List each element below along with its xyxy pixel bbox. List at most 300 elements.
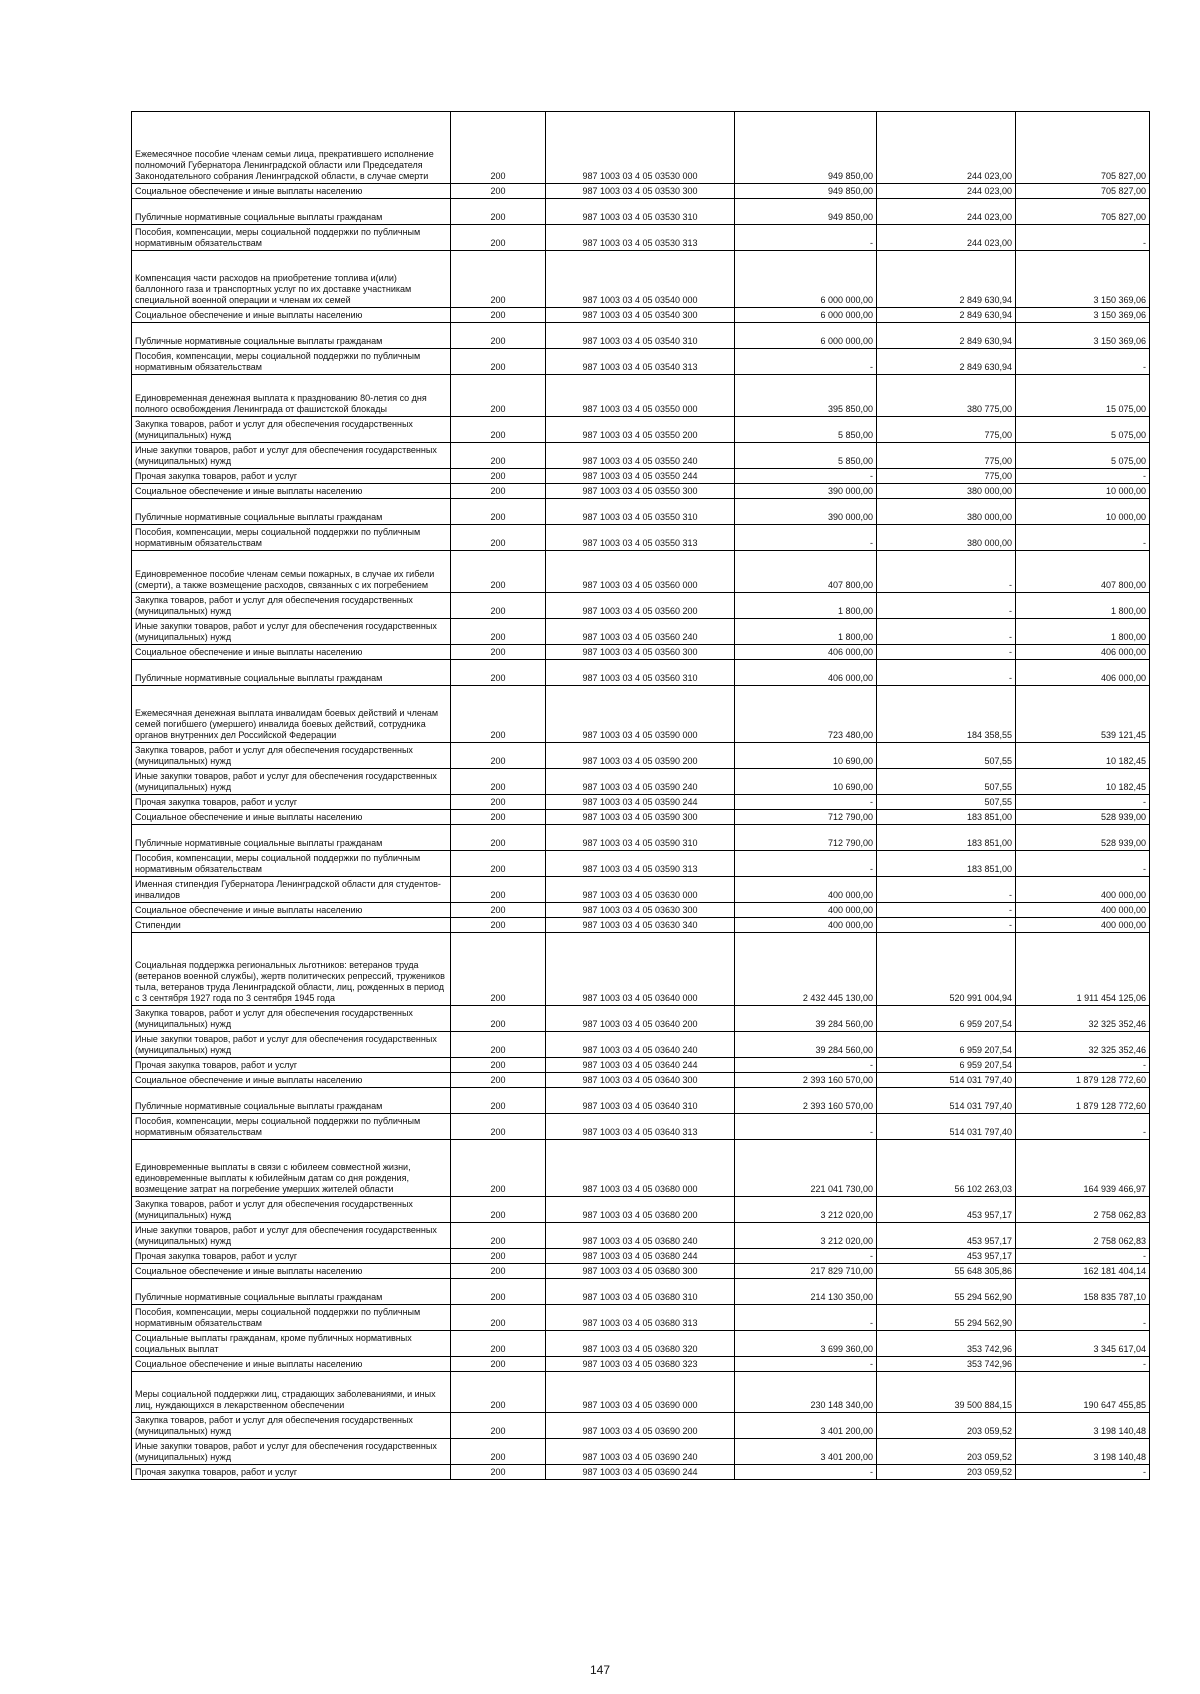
row-approved: 39 284 560,00 (735, 1032, 877, 1058)
row-code: 200 (451, 918, 546, 933)
table-row (132, 375, 1150, 417)
row-approved: 400 000,00 (735, 903, 877, 918)
row-name: Пособия, компенсации, меры социальной поддержки по публичным нормативным обязательствам (132, 349, 451, 375)
row-csr: 987 1003 03 4 05 03690 240 (546, 1439, 735, 1465)
row-code: 200 (451, 308, 546, 323)
row-code: 200 (451, 1058, 546, 1073)
table-row (132, 199, 1150, 225)
row-approved: - (735, 1114, 877, 1140)
row-executed: 244 023,00 (877, 199, 1016, 225)
table-row (132, 877, 1150, 903)
row-executed: 507,55 (877, 795, 1016, 810)
row-code: 200 (451, 1006, 546, 1032)
row-name: Именная стипендия Губернатора Ленинградской области для студентов-инвалидов (132, 877, 451, 903)
table-row (132, 918, 1150, 933)
row-executed: 203 059,52 (877, 1439, 1016, 1465)
row-executed: 2 849 630,94 (877, 323, 1016, 349)
row-executed: 184 358,55 (877, 686, 1016, 743)
row-name: Социальное обеспечение и иные выплаты населению (132, 645, 451, 660)
row-code: 200 (451, 375, 546, 417)
row-unexecuted: 407 800,00 (1016, 551, 1150, 593)
row-unexecuted: 158 835 787,10 (1016, 1279, 1150, 1305)
row-approved: 6 000 000,00 (735, 251, 877, 308)
table-row (132, 1279, 1150, 1305)
table-row (132, 469, 1150, 484)
row-name: Закупка товаров, работ и услуг для обеспечения государственных (муниципальных) нужд (132, 743, 451, 769)
row-approved: 406 000,00 (735, 660, 877, 686)
row-code: 200 (451, 1305, 546, 1331)
row-executed: 2 849 630,94 (877, 349, 1016, 375)
row-csr: 987 1003 03 4 05 03680 000 (546, 1140, 735, 1197)
row-csr: 987 1003 03 4 05 03640 240 (546, 1032, 735, 1058)
row-name: Стипендии (132, 918, 451, 933)
row-code: 200 (451, 323, 546, 349)
row-approved: 400 000,00 (735, 877, 877, 903)
row-code: 200 (451, 593, 546, 619)
table-row (132, 323, 1150, 349)
table-row (132, 499, 1150, 525)
row-code: 200 (451, 1331, 546, 1357)
row-approved: - (735, 851, 877, 877)
row-executed: 203 059,52 (877, 1413, 1016, 1439)
row-executed: 514 031 797,40 (877, 1073, 1016, 1088)
row-approved: 407 800,00 (735, 551, 877, 593)
row-approved: 390 000,00 (735, 484, 877, 499)
row-name: Компенсация части расходов на приобретение топлива и(или) баллонного газа и транспортных услуг по их доставке участникам специальной военной операции и членам их семей (132, 251, 451, 308)
table-body (132, 112, 1150, 1480)
row-name: Иные закупки товаров, работ и услуг для обеспечения государственных (муниципальных) нужд (132, 443, 451, 469)
row-code: 200 (451, 551, 546, 593)
row-code: 200 (451, 769, 546, 795)
row-code: 200 (451, 743, 546, 769)
row-code: 200 (451, 686, 546, 743)
row-approved: - (735, 469, 877, 484)
row-unexecuted: 3 198 140,48 (1016, 1439, 1150, 1465)
table-row (132, 660, 1150, 686)
row-csr: 987 1003 03 4 05 03560 000 (546, 551, 735, 593)
row-unexecuted: - (1016, 225, 1150, 251)
row-approved: 39 284 560,00 (735, 1006, 877, 1032)
table-row (132, 349, 1150, 375)
row-unexecuted: 2 758 062,83 (1016, 1223, 1150, 1249)
row-name: Социальное обеспечение и иные выплаты населению (132, 903, 451, 918)
row-csr: 987 1003 03 4 05 03560 310 (546, 660, 735, 686)
row-csr: 987 1003 03 4 05 03590 200 (546, 743, 735, 769)
table-row (132, 1073, 1150, 1088)
row-unexecuted: 705 827,00 (1016, 184, 1150, 199)
row-approved: - (735, 1305, 877, 1331)
row-csr: 987 1003 03 4 05 03540 313 (546, 349, 735, 375)
table-row (132, 1249, 1150, 1264)
table-row (132, 112, 1150, 184)
table-row (132, 1264, 1150, 1279)
row-csr: 987 1003 03 4 05 03550 200 (546, 417, 735, 443)
row-unexecuted: - (1016, 469, 1150, 484)
row-csr: 987 1003 03 4 05 03680 323 (546, 1357, 735, 1372)
row-approved: - (735, 1465, 877, 1480)
row-unexecuted: 1 911 454 125,06 (1016, 933, 1150, 1006)
row-executed: 353 742,96 (877, 1331, 1016, 1357)
table-row (132, 1032, 1150, 1058)
table-row (132, 417, 1150, 443)
row-code: 200 (451, 877, 546, 903)
row-code: 200 (451, 525, 546, 551)
row-unexecuted: 5 075,00 (1016, 443, 1150, 469)
row-executed: 507,55 (877, 769, 1016, 795)
row-code: 200 (451, 443, 546, 469)
row-executed: 380 775,00 (877, 375, 1016, 417)
row-code: 200 (451, 469, 546, 484)
row-approved: 1 800,00 (735, 619, 877, 645)
table-row (132, 593, 1150, 619)
row-csr: 987 1003 03 4 05 03630 300 (546, 903, 735, 918)
row-unexecuted: 406 000,00 (1016, 660, 1150, 686)
row-executed: - (877, 660, 1016, 686)
table-row (132, 1413, 1150, 1439)
row-unexecuted: 2 758 062,83 (1016, 1197, 1150, 1223)
row-csr: 987 1003 03 4 05 03560 240 (546, 619, 735, 645)
row-unexecuted: 190 647 455,85 (1016, 1372, 1150, 1413)
row-unexecuted: 10 182,45 (1016, 769, 1150, 795)
row-name: Закупка товаров, работ и услуг для обеспечения государственных (муниципальных) нужд (132, 1197, 451, 1223)
row-csr: 987 1003 03 4 05 03530 310 (546, 199, 735, 225)
row-executed: 55 294 562,90 (877, 1305, 1016, 1331)
table-row (132, 225, 1150, 251)
row-name: Пособия, компенсации, меры социальной поддержки по публичным нормативным обязательствам (132, 851, 451, 877)
row-approved: 2 393 160 570,00 (735, 1088, 877, 1114)
row-name: Прочая закупка товаров, работ и услуг (132, 1058, 451, 1073)
table-row (132, 686, 1150, 743)
row-unexecuted: 10 182,45 (1016, 743, 1150, 769)
row-name: Публичные нормативные социальные выплаты гражданам (132, 1279, 451, 1305)
row-unexecuted: - (1016, 795, 1150, 810)
row-unexecuted: 32 325 352,46 (1016, 1032, 1150, 1058)
row-approved: - (735, 1249, 877, 1264)
row-code: 200 (451, 619, 546, 645)
row-name: Прочая закупка товаров, работ и услуг (132, 795, 451, 810)
row-executed: 380 000,00 (877, 525, 1016, 551)
row-approved: - (735, 525, 877, 551)
row-executed: 244 023,00 (877, 225, 1016, 251)
row-code: 200 (451, 484, 546, 499)
row-csr: 987 1003 03 4 05 03540 310 (546, 323, 735, 349)
row-name: Социальное обеспечение и иные выплаты населению (132, 1073, 451, 1088)
row-approved: 214 130 350,00 (735, 1279, 877, 1305)
row-approved: 3 212 020,00 (735, 1197, 877, 1223)
table-row (132, 825, 1150, 851)
table-row (132, 743, 1150, 769)
table-row (132, 903, 1150, 918)
row-executed: 775,00 (877, 443, 1016, 469)
budget-execution-table (131, 111, 1150, 1480)
row-executed: - (877, 877, 1016, 903)
row-approved: 6 000 000,00 (735, 308, 877, 323)
row-unexecuted: - (1016, 525, 1150, 551)
row-unexecuted: 3 345 617,04 (1016, 1331, 1150, 1357)
row-executed: 244 023,00 (877, 184, 1016, 199)
row-executed: 244 023,00 (877, 112, 1016, 184)
row-executed: - (877, 551, 1016, 593)
table-row (132, 443, 1150, 469)
row-csr: 987 1003 03 4 05 03680 244 (546, 1249, 735, 1264)
row-code: 200 (451, 1465, 546, 1480)
table-row (132, 795, 1150, 810)
row-csr: 987 1003 03 4 05 03550 313 (546, 525, 735, 551)
row-code: 200 (451, 417, 546, 443)
row-csr: 987 1003 03 4 05 03550 244 (546, 469, 735, 484)
row-csr: 987 1003 03 4 05 03550 000 (546, 375, 735, 417)
table-row (132, 525, 1150, 551)
row-executed: 6 959 207,54 (877, 1032, 1016, 1058)
table-row (132, 484, 1150, 499)
row-csr: 987 1003 03 4 05 03680 300 (546, 1264, 735, 1279)
row-unexecuted: 10 000,00 (1016, 499, 1150, 525)
row-approved: 5 850,00 (735, 443, 877, 469)
row-name: Закупка товаров, работ и услуг для обеспечения государственных (муниципальных) нужд (132, 417, 451, 443)
row-name: Публичные нормативные социальные выплаты гражданам (132, 499, 451, 525)
table-row (132, 1114, 1150, 1140)
table-row (132, 1088, 1150, 1114)
row-executed: 183 851,00 (877, 851, 1016, 877)
row-approved: 3 401 200,00 (735, 1413, 877, 1439)
row-approved: 3 699 360,00 (735, 1331, 877, 1357)
row-code: 200 (451, 1372, 546, 1413)
row-approved: 6 000 000,00 (735, 323, 877, 349)
row-csr: 987 1003 03 4 05 03550 310 (546, 499, 735, 525)
row-unexecuted: 3 198 140,48 (1016, 1413, 1150, 1439)
row-code: 200 (451, 349, 546, 375)
table-row (132, 308, 1150, 323)
row-code: 200 (451, 184, 546, 199)
row-csr: 987 1003 03 4 05 03590 310 (546, 825, 735, 851)
row-unexecuted: - (1016, 1357, 1150, 1372)
row-executed: - (877, 619, 1016, 645)
row-csr: 987 1003 03 4 05 03690 200 (546, 1413, 735, 1439)
row-executed: 2 849 630,94 (877, 308, 1016, 323)
row-approved: 230 148 340,00 (735, 1372, 877, 1413)
row-unexecuted: 10 000,00 (1016, 484, 1150, 499)
row-approved: 10 690,00 (735, 743, 877, 769)
row-name: Пособия, компенсации, меры социальной поддержки по публичным нормативным обязательствам (132, 525, 451, 551)
row-executed: 453 957,17 (877, 1223, 1016, 1249)
table-row (132, 1305, 1150, 1331)
row-executed: - (877, 593, 1016, 619)
row-unexecuted: 15 075,00 (1016, 375, 1150, 417)
row-approved: 949 850,00 (735, 184, 877, 199)
row-code: 200 (451, 1249, 546, 1264)
row-name: Иные закупки товаров, работ и услуг для обеспечения государственных (муниципальных) нужд (132, 769, 451, 795)
table-row (132, 1058, 1150, 1073)
row-csr: 987 1003 03 4 05 03680 240 (546, 1223, 735, 1249)
row-code: 200 (451, 660, 546, 686)
row-name: Прочая закупка товаров, работ и услуг (132, 1465, 451, 1480)
row-csr: 987 1003 03 4 05 03540 000 (546, 251, 735, 308)
row-code: 200 (451, 851, 546, 877)
row-unexecuted: 528 939,00 (1016, 810, 1150, 825)
row-name: Социальное обеспечение и иные выплаты населению (132, 308, 451, 323)
table-row (132, 251, 1150, 308)
row-unexecuted: 1 800,00 (1016, 619, 1150, 645)
row-executed: 380 000,00 (877, 499, 1016, 525)
row-csr: 987 1003 03 4 05 03640 310 (546, 1088, 735, 1114)
row-name: Публичные нормативные социальные выплаты гражданам (132, 825, 451, 851)
row-unexecuted: 32 325 352,46 (1016, 1006, 1150, 1032)
row-approved: 3 401 200,00 (735, 1439, 877, 1465)
row-name: Ежемесячная денежная выплата инвалидам боевых действий и членам семей погибшего (умершего) инвалида боевых действий, сотрудника органов внутренних дел Российской Федерации (132, 686, 451, 743)
row-unexecuted: 5 075,00 (1016, 417, 1150, 443)
row-unexecuted: 528 939,00 (1016, 825, 1150, 851)
row-name: Пособия, компенсации, меры социальной поддержки по публичным нормативным обязательствам (132, 1114, 451, 1140)
table-row (132, 184, 1150, 199)
row-code: 200 (451, 1223, 546, 1249)
row-executed: 775,00 (877, 417, 1016, 443)
table-row (132, 1223, 1150, 1249)
row-csr: 987 1003 03 4 05 03630 340 (546, 918, 735, 933)
row-unexecuted: 705 827,00 (1016, 112, 1150, 184)
row-executed: 39 500 884,15 (877, 1372, 1016, 1413)
row-executed: 203 059,52 (877, 1465, 1016, 1480)
row-executed: - (877, 918, 1016, 933)
table-row (132, 551, 1150, 593)
row-name: Публичные нормативные социальные выплаты гражданам (132, 323, 451, 349)
table-row (132, 933, 1150, 1006)
row-csr: 987 1003 03 4 05 03590 240 (546, 769, 735, 795)
row-name: Социальное обеспечение и иные выплаты населению (132, 184, 451, 199)
row-name: Закупка товаров, работ и услуг для обеспечения государственных (муниципальных) нужд (132, 1413, 451, 1439)
row-executed: 453 957,17 (877, 1197, 1016, 1223)
row-unexecuted: - (1016, 1249, 1150, 1264)
row-approved: - (735, 225, 877, 251)
row-name: Пособия, компенсации, меры социальной поддержки по публичным нормативным обязательствам (132, 225, 451, 251)
row-executed: 56 102 263,03 (877, 1140, 1016, 1197)
row-code: 200 (451, 1032, 546, 1058)
row-executed: 514 031 797,40 (877, 1088, 1016, 1114)
row-code: 200 (451, 112, 546, 184)
row-unexecuted: 3 150 369,06 (1016, 251, 1150, 308)
row-unexecuted: - (1016, 1305, 1150, 1331)
row-approved: - (735, 1058, 877, 1073)
row-approved: 221 041 730,00 (735, 1140, 877, 1197)
table-row (132, 1372, 1150, 1413)
row-csr: 987 1003 03 4 05 03630 000 (546, 877, 735, 903)
row-name: Социальная поддержка региональных льготников: ветеранов труда (ветеранов военной службы), жертв политических репрессий, тружеников тыла, ветеранов труда Ленинградской области, лиц, рожденных в период с 3 сентября 1927 года по 3 сентября 1945 года (132, 933, 451, 1006)
row-code: 200 (451, 199, 546, 225)
row-unexecuted: 400 000,00 (1016, 877, 1150, 903)
row-code: 200 (451, 251, 546, 308)
row-executed: 380 000,00 (877, 484, 1016, 499)
row-code: 200 (451, 903, 546, 918)
row-csr: 987 1003 03 4 05 03530 300 (546, 184, 735, 199)
row-code: 200 (451, 1413, 546, 1439)
row-executed: 55 294 562,90 (877, 1279, 1016, 1305)
row-name: Пособия, компенсации, меры социальной поддержки по публичным нормативным обязательствам (132, 1305, 451, 1331)
row-csr: 987 1003 03 4 05 03590 300 (546, 810, 735, 825)
row-executed: 2 849 630,94 (877, 251, 1016, 308)
row-unexecuted: - (1016, 1058, 1150, 1073)
row-name: Публичные нормативные социальные выплаты гражданам (132, 1088, 451, 1114)
table-row (132, 619, 1150, 645)
row-unexecuted: 705 827,00 (1016, 199, 1150, 225)
row-csr: 987 1003 03 4 05 03590 000 (546, 686, 735, 743)
row-executed: 6 959 207,54 (877, 1006, 1016, 1032)
row-csr: 987 1003 03 4 05 03590 313 (546, 851, 735, 877)
table-row (132, 1357, 1150, 1372)
row-csr: 987 1003 03 4 05 03640 244 (546, 1058, 735, 1073)
table-row (132, 851, 1150, 877)
row-approved: 2 393 160 570,00 (735, 1073, 877, 1088)
row-unexecuted: 164 939 466,97 (1016, 1140, 1150, 1197)
row-csr: 987 1003 03 4 05 03680 200 (546, 1197, 735, 1223)
row-csr: 987 1003 03 4 05 03550 240 (546, 443, 735, 469)
row-unexecuted: - (1016, 851, 1150, 877)
row-code: 200 (451, 1279, 546, 1305)
row-approved: 949 850,00 (735, 199, 877, 225)
row-name: Социальное обеспечение и иные выплаты населению (132, 484, 451, 499)
row-name: Иные закупки товаров, работ и услуг для обеспечения государственных (муниципальных) нужд (132, 1439, 451, 1465)
row-name: Социальное обеспечение и иные выплаты населению (132, 1264, 451, 1279)
row-code: 200 (451, 645, 546, 660)
row-code: 200 (451, 1357, 546, 1372)
row-executed: 520 991 004,94 (877, 933, 1016, 1006)
row-csr: 987 1003 03 4 05 03560 300 (546, 645, 735, 660)
row-approved: - (735, 1357, 877, 1372)
row-csr: 987 1003 03 4 05 03640 313 (546, 1114, 735, 1140)
row-approved: - (735, 349, 877, 375)
row-name: Единовременное пособие членам семьи пожарных, в случае их гибели (смерти), а также возмещение расходов, связанных с их погребением (132, 551, 451, 593)
row-code: 200 (451, 1264, 546, 1279)
row-name: Иные закупки товаров, работ и услуг для обеспечения государственных (муниципальных) нужд (132, 619, 451, 645)
row-name: Ежемесячное пособие членам семьи лица, прекратившего исполнение полномочий Губернатора Ленинградской области или Председателя Законодательного собрания Ленинградской области, в случае смерти (132, 112, 451, 184)
row-approved: 10 690,00 (735, 769, 877, 795)
row-csr: 987 1003 03 4 05 03640 200 (546, 1006, 735, 1032)
page-number: 147 (589, 1663, 611, 1677)
table-row (132, 1197, 1150, 1223)
row-approved: 390 000,00 (735, 499, 877, 525)
row-code: 200 (451, 1140, 546, 1197)
row-code: 200 (451, 1197, 546, 1223)
row-code: 200 (451, 825, 546, 851)
row-code: 200 (451, 225, 546, 251)
row-unexecuted: 406 000,00 (1016, 645, 1150, 660)
row-name: Прочая закупка товаров, работ и услуг (132, 469, 451, 484)
row-executed: 6 959 207,54 (877, 1058, 1016, 1073)
row-csr: 987 1003 03 4 05 03680 310 (546, 1279, 735, 1305)
table-row (132, 1140, 1150, 1197)
row-code: 200 (451, 499, 546, 525)
row-executed: 55 648 305,86 (877, 1264, 1016, 1279)
row-name: Публичные нормативные социальные выплаты гражданам (132, 199, 451, 225)
row-name: Иные закупки товаров, работ и услуг для обеспечения государственных (муниципальных) нужд (132, 1032, 451, 1058)
table-row (132, 1331, 1150, 1357)
row-unexecuted: 539 121,45 (1016, 686, 1150, 743)
table-row (132, 810, 1150, 825)
row-name: Социальное обеспечение и иные выплаты населению (132, 1357, 451, 1372)
row-csr: 987 1003 03 4 05 03680 313 (546, 1305, 735, 1331)
row-name: Меры социальной поддержки лиц, страдающих заболеваниями, и иных лиц, нуждающихся в лекарственном обеспечении (132, 1372, 451, 1413)
row-executed: 775,00 (877, 469, 1016, 484)
table-row (132, 1465, 1150, 1480)
row-csr: 987 1003 03 4 05 03640 000 (546, 933, 735, 1006)
row-code: 200 (451, 795, 546, 810)
table-row (132, 769, 1150, 795)
row-unexecuted: 3 150 369,06 (1016, 308, 1150, 323)
row-executed: 507,55 (877, 743, 1016, 769)
row-code: 200 (451, 1114, 546, 1140)
row-csr: 987 1003 03 4 05 03530 000 (546, 112, 735, 184)
row-approved: 5 850,00 (735, 417, 877, 443)
row-approved: 395 850,00 (735, 375, 877, 417)
row-approved: 2 432 445 130,00 (735, 933, 877, 1006)
